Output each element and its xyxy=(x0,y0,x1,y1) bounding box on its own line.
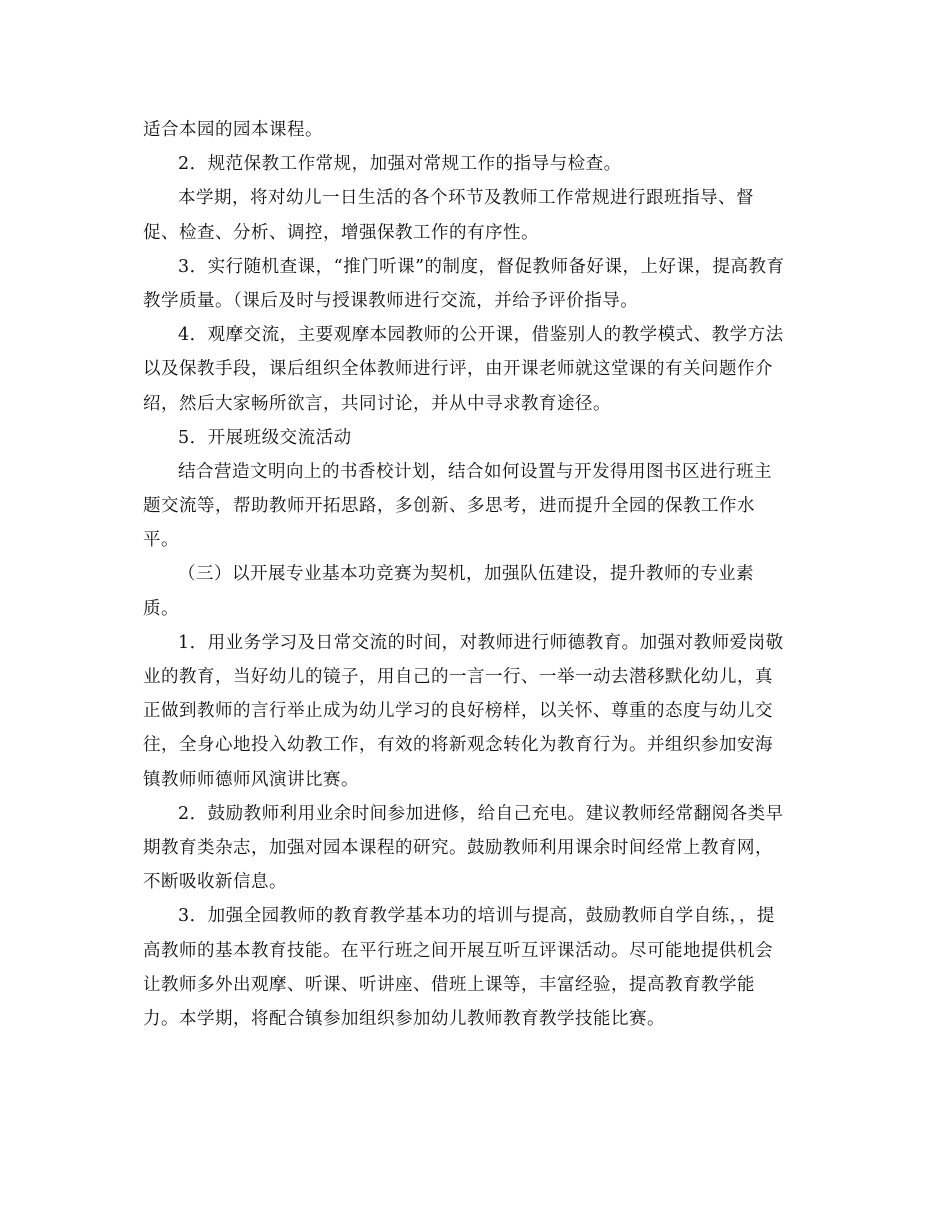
text-line: 结合营造文明向上的书香校计划，结合如何设置与开发得用图书区进行班主 xyxy=(178,461,772,482)
text-line: 力。本学期，将配合镇参加组织参加幼儿教师教育教学技能比赛。 xyxy=(143,1008,665,1029)
text-line: 4．观摩交流，主要观摩本园教师的公开课，借鉴别人的教学模式、教学方法 xyxy=(178,325,784,346)
text-line: 5．开展班级交流活动 xyxy=(178,427,352,448)
text-line: 2．规范保教工作常规，加强对常规工作的指导与检查。 xyxy=(178,154,622,175)
text-line: 高教师的基本教育技能。在平行班之间开展互听互评课活动。尽可能地提供机会 xyxy=(143,940,773,961)
text-line: 1．用业务学习及日常交流的时间，对教师进行师德教育。加强对教师爱岗敬 xyxy=(178,632,784,653)
document-body xyxy=(143,113,803,1036)
text-line: 3．实行随机查课，“推门听课”的制度，督促教师备好课，上好课，提高教育 xyxy=(178,256,785,277)
text-line: 本学期，将对幼儿一日生活的各个环节及教师工作常规进行跟班指导、督 xyxy=(178,188,754,209)
text-line: 质。 xyxy=(143,598,179,619)
text-line: 以及保教手段，课后组织全体教师进行评，由开课老师就这堂课的有关问题作介 xyxy=(143,359,773,380)
text-line: 题交流等，帮助教师开拓思路，多创新、多思考，进而提升全园的保教工作水 xyxy=(143,496,755,517)
text-line: 教学质量。（课后及时与授课教师进行交流，并给予评价指导。 xyxy=(143,290,639,311)
text-line: （三）以开展专业基本功竞赛为契机，加强队伍建设，提升教师的专业素 xyxy=(178,564,754,585)
text-line: 促、检查、分析、调控，增强保教工作的有序性。 xyxy=(143,222,539,243)
text-line: 适合本园的园本课程。 xyxy=(143,120,323,140)
text-line: 不断吸收新信息。 xyxy=(143,872,287,893)
text-line: 让教师多外出观摩、听课、听讲座、借班上课等，丰富经验，提高教育教学能 xyxy=(143,974,755,995)
text-line: 平。 xyxy=(143,530,179,551)
text-line: 镇教师师德师风演讲比赛。 xyxy=(143,769,359,790)
text-line: 正做到教师的言行举止成为幼儿学习的良好榜样，以关怀、尊重的态度与幼儿交 xyxy=(143,701,773,722)
text-line: 往，全身心地投入幼教工作，有效的将新观念转化为教育行为。并组织参加安海 xyxy=(143,735,773,756)
text-line: 2．鼓励教师利用业余时间参加进修，给自己充电。建议教师经常翻阅各类早 xyxy=(178,803,784,824)
text-line: 业的教育，当好幼儿的镜子，用自己的一言一行、一举一动去潜移默化幼儿，真 xyxy=(143,667,773,687)
text-line: 期教育类杂志，加强对园本课程的研究。鼓励教师利用课余时间经常上教育网， xyxy=(143,837,773,858)
text-line: 3．加强全园教师的教育教学基本功的培训与提高，鼓励教师自学自练，，提 xyxy=(178,906,775,927)
text-line: 绍，然后大家畅所欲言，共同讨论，并从中寻求教育途径。 xyxy=(143,393,611,414)
